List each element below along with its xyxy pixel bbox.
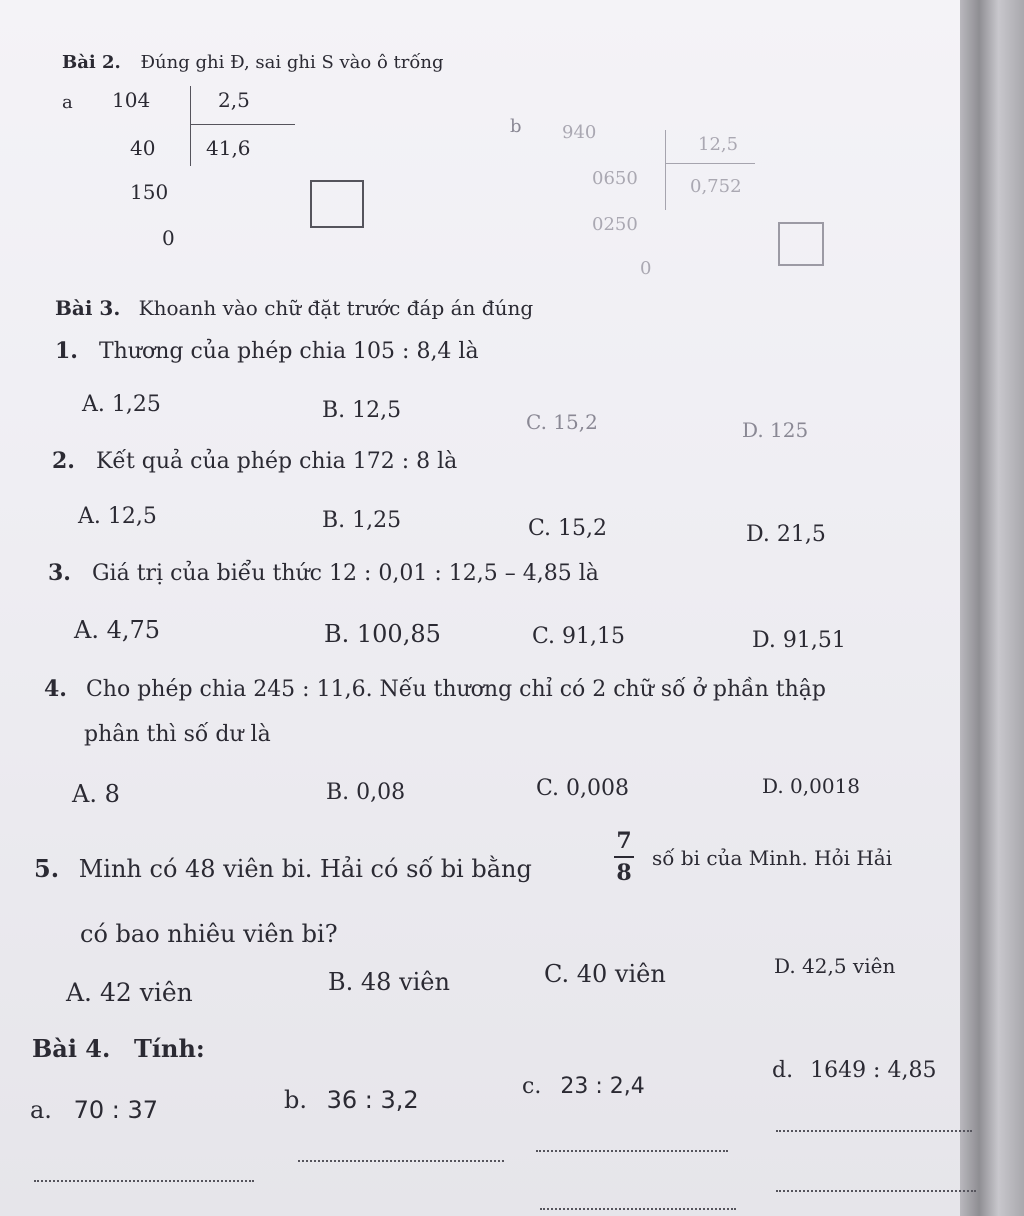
bai2-a-dividend: 104 <box>112 88 151 112</box>
q5-fraction-bar <box>614 856 634 858</box>
q2-option-c[interactable]: C. 15,2 <box>528 516 608 541</box>
bai2-b-label: b <box>510 116 522 137</box>
bai2-a-step-1: 40 <box>130 136 156 160</box>
bai2-a-divisor: 2,5 <box>218 88 250 112</box>
notebook-edge <box>960 0 1024 1216</box>
answer-line-d-2[interactable] <box>776 1190 976 1192</box>
bai4-a-label: a. <box>30 1096 52 1124</box>
bai2-b-step-3: 0 <box>640 258 652 279</box>
bai2-a-label: a <box>62 92 73 113</box>
q1-number: 1. <box>55 338 78 364</box>
bai2-b-divisor: 12,5 <box>698 134 739 155</box>
answer-line-d-1[interactable] <box>776 1130 972 1132</box>
bai2-a-step-2: 150 <box>130 180 169 204</box>
bai4-d-label: d. <box>772 1058 794 1083</box>
bai2-b-answer-box[interactable] <box>778 222 824 266</box>
bai4-instruction: Tính: <box>134 1034 205 1063</box>
q5-fraction-numerator: 7 <box>616 828 632 854</box>
bai4-a-expr: 70 : 37 <box>73 1096 158 1124</box>
q5-option-c[interactable]: C. 40 viên <box>544 960 666 988</box>
answer-line-a[interactable] <box>34 1180 254 1182</box>
bai3-question-2 <box>52 448 457 474</box>
bai3-instruction: Khoanh vào chữ đặt trước đáp án đúng <box>138 296 534 320</box>
q2-option-a[interactable]: A. 12,5 <box>78 504 157 529</box>
q4-text-line1: Cho phép chia 245 : 11,6. Nếu thương chỉ có 2 chữ số ở phần thập <box>85 677 826 702</box>
bai4-heading: Bài 4. <box>32 1034 111 1063</box>
q5-text-line2: có bao nhiêu viên bi? <box>80 920 338 948</box>
bai3-heading: Bài 3. <box>55 296 121 320</box>
q5-fraction-denominator: 8 <box>616 860 632 886</box>
bai2-b-step-1: 0650 <box>592 168 638 189</box>
bai3-question-1 <box>55 338 479 364</box>
q3-number: 3. <box>48 560 71 586</box>
bai2-heading: Bài 2. <box>62 52 121 73</box>
q5-number: 5. <box>34 854 60 883</box>
q3-option-c[interactable]: C. 91,15 <box>532 624 626 649</box>
bai2-a-quotient: 41,6 <box>206 136 251 160</box>
q5-fraction <box>614 830 634 884</box>
q5-text-before: Minh có 48 viên bi. Hải có số bi bằng <box>78 855 532 883</box>
answer-line-c-2[interactable] <box>540 1208 736 1210</box>
bai2-a-step-3: 0 <box>162 226 175 250</box>
bai3-question-5 <box>34 854 532 883</box>
bai2-b-quotient-line <box>665 163 755 164</box>
q4-number: 4. <box>44 676 67 702</box>
bai3-title <box>55 296 533 320</box>
q4-option-d[interactable]: D. 0,0018 <box>762 774 861 798</box>
bai2-b-dividend: 940 <box>562 122 597 143</box>
bai2-a-division-bar <box>190 86 191 166</box>
q5-option-d[interactable]: D. 42,5 viên <box>774 954 896 978</box>
bai4-b-label: b. <box>284 1086 307 1114</box>
q3-option-a[interactable]: A. 4,75 <box>74 616 161 644</box>
q4-option-a[interactable]: A. 8 <box>72 780 120 808</box>
answer-line-c-1[interactable] <box>536 1150 728 1152</box>
q2-text: Kết quả của phép chia 172 : 8 là <box>95 449 458 474</box>
q3-option-d[interactable]: D. 91,51 <box>752 628 846 653</box>
bai2-b-step-2: 0250 <box>592 214 638 235</box>
bai4-item-b <box>284 1086 419 1114</box>
q2-number: 2. <box>52 448 75 474</box>
bai4-b-expr: 36 : 3,2 <box>326 1086 419 1114</box>
bai4-c-expr: 23 : 2,4 <box>560 1074 645 1099</box>
q3-text: Giá trị của biểu thức 12 : 0,01 : 12,5 – 4,85 là <box>91 561 599 586</box>
bai2-instruction: Đúng ghi Đ, sai ghi S vào ô trống <box>140 52 444 73</box>
bai2-title <box>62 52 443 73</box>
q5-option-b[interactable]: B. 48 viên <box>328 968 450 996</box>
bai4-item-a <box>30 1096 158 1124</box>
q4-text-line2: phân thì số dư là <box>84 722 271 747</box>
bai2-b-division-bar <box>665 130 666 210</box>
q1-option-c[interactable]: C. 15,2 <box>526 410 598 434</box>
bai4-item-c <box>522 1074 645 1099</box>
q1-option-b[interactable]: B. 12,5 <box>322 398 402 423</box>
bai3-question-3 <box>48 560 599 586</box>
q4-option-c[interactable]: C. 0,008 <box>536 776 630 801</box>
bai4-item-d <box>772 1058 936 1083</box>
bai4-title <box>32 1034 205 1063</box>
q1-option-d[interactable]: D. 125 <box>742 418 809 442</box>
q1-option-a[interactable]: A. 1,25 <box>82 392 161 417</box>
bai2-a-quotient-line <box>190 124 295 125</box>
q5-text-after: số bi của Minh. Hỏi Hải <box>652 846 893 870</box>
q1-text: Thương của phép chia 105 : 8,4 là <box>98 339 479 364</box>
q2-option-d[interactable]: D. 21,5 <box>746 522 826 547</box>
q3-option-b[interactable]: B. 100,85 <box>324 620 441 648</box>
q5-option-a[interactable]: A. 42 viên <box>66 978 193 1007</box>
answer-line-b[interactable] <box>298 1160 504 1162</box>
q2-option-b[interactable]: B. 1,25 <box>322 508 402 533</box>
bai2-a-answer-box[interactable] <box>310 180 364 228</box>
bai4-c-label: c. <box>522 1074 542 1099</box>
bai3-question-4 <box>44 676 826 702</box>
q4-option-b[interactable]: B. 0,08 <box>326 780 406 805</box>
bai2-b-quotient: 0,752 <box>690 176 742 197</box>
bai4-d-expr: 1649 : 4,85 <box>810 1058 937 1083</box>
